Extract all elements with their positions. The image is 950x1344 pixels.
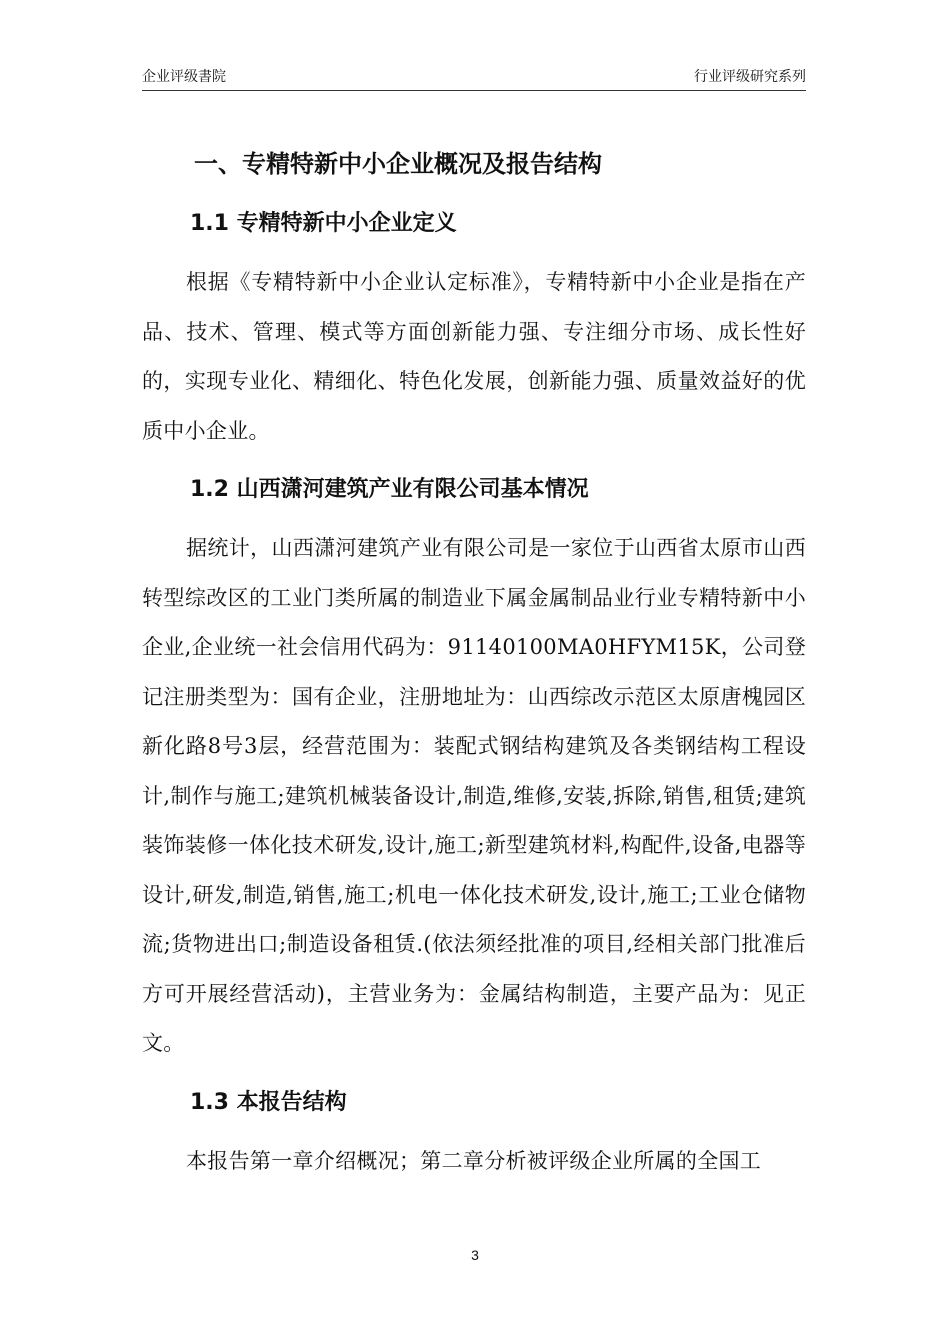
section-title-1-1: 1.1 专精特新中小企业定义	[190, 211, 457, 236]
page-header	[142, 68, 806, 91]
section-title-1-2: 1.2 山西潇河建筑产业有限公司基本情况	[190, 477, 589, 502]
section-paragraph-1-3: 本报告第一章介绍概况；第二章分析被评级企业所属的全国工	[186, 1148, 762, 1173]
section-paragraph-1-2: 据统计，山西潇河建筑产业有限公司是一家位于山西省太原市山西转型综改区的工业门类所属的制造业下属金属制品业行业专精特新中小企业,企业统一社会信用代码为：91140100MA0HFYM15K，公司登记注册类型为：国有企业，注册地址为：山西综改示范区太原唐槐园区新化路8号3层，经营范围为：装配式钢结构建筑及各类钢结构工程设计,制作与施工;建筑机械装备设计,制造,维修,安装,拆除,销售,租赁;建筑装饰装修一体化技术研发,设计,施工;新型建筑材料,构配件,设备,电器等设计,研发,制造,销售,施工;机电一体化技术研发,设计,施工;工业仓储物流;货物进出口;制造设备租赁.(依法须经批准的项目,经相关部门批准后方可开展经营活动)，主营业务为：金属结构制造，主要产品为：见正文。	[142, 536, 806, 1055]
section-paragraph-1-1: 根据《专精特新中小企业认定标准》，专精特新中小企业是指在产品、技术、管理、模式等方面创新能力强、专注细分市场、成长性好的，实现专业化、精细化、特色化发展，创新能力强、质量效益好的优质中小企业。	[142, 270, 806, 443]
page-content	[142, 140, 806, 1196]
section-title-1-3: 1.3 本报告结构	[190, 1089, 347, 1115]
header-right-text: 行业评级研究系列	[694, 69, 806, 85]
header-left-text: 企业评级書院	[142, 69, 226, 85]
page-number: 3	[471, 1247, 479, 1263]
chapter-title: 一、专精特新中小企业概况及报告结构	[194, 150, 602, 178]
